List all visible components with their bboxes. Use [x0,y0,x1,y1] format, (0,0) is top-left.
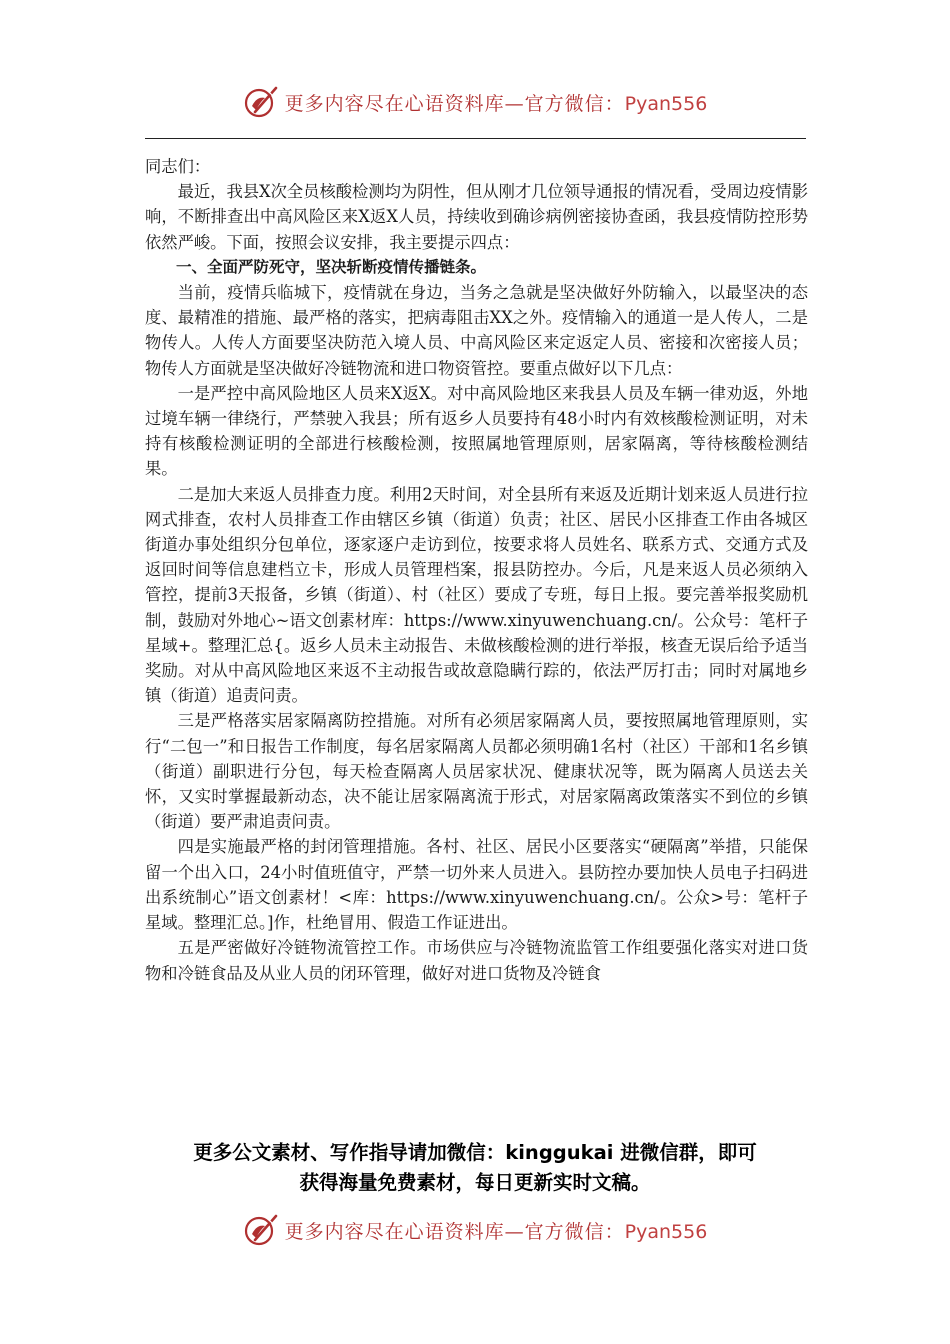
footer-wechat-id: Pyan556 [624,1220,708,1243]
intro-paragraph: 最近，我县X次全员核酸检测均为阴性，但从刚才几位领导通报的情况看，受周边疫情影响，不断排查出中高风险区来X返X人员，持续收到确诊病例密接协查函，我县疫情防控形势依然严峻。下面，按照会议安排，我主要提示四点： [145,182,808,252]
point4-paragraph: 四是实施最严格的封闭管理措施。各村、社区、居民小区要落实“硬隔离”举措，只能保留一个出入口，24小时值班值守，严禁一切外来人员进入。县防控办要加快人员电子扫码进出系统制心”语文创素材！<库：https://www.xinyuwenchuang.cn/。公众>号：笔杆子星域。整理汇总。]作，杜绝冒用、假造工作证进出。 [145,837,808,933]
header-wechat-id: Pyan556 [624,92,708,115]
point2-paragraph: 二是加大来返人员排查力度。利用2天时间，对全县所有来返及近期计划来返人员进行拉网式排查，农村人员排查工作由辖区乡镇（街道）负责；社区、居民小区排查工作由各城区街道办事处组织分包单位，逐家逐户走访到位，按要求将人员姓名、联系方式、交通方式及返回时间等信息建档立卡，形成人员管理档案，报县防控办。今后，凡是来返人员必须纳入管控，提前3天报备，乡镇（街道）、村（社区）要成了专班，每日上报。要完善举报奖励机制，鼓励对外地心~语文创素材库：https://www.xinyuwenchuang.cn/。公众号：笔杆子星域+。整理汇总{。返乡人员未主动报告、未做核酸检测的进行举报，核查无误后给予适当奖励。对从中高风险地区来返不主动报告或故意隐瞒行踪的，依法严厉打击；同时对属地乡镇（街道）追责问责。 [145,484,808,706]
promo-line-2: 获得海量免费素材，每日更新实时文稿。 [299,1171,651,1194]
document-body [145,154,808,986]
section1-heading: 一、全面严防死守，坚决斩断疫情传播链条。 [176,257,487,276]
salutation: 同志们： [145,157,211,176]
section1-paragraph: 当前，疫情兵临城下，疫情就在身边，当务之急就是坚决做好外防输入，以最坚决的态度、最精准的措施、最严格的落实，把病毒阻击XX之外。疫情输入的通道一是人传人，二是物传人。人传人方面要坚决防范入境人员、中高风险区来定返定人员、密接和次密接人员；物传人方面就是坚决做好冷链物流和进口物资管控。要重点做好以下几点： [145,283,808,378]
promo-notice [0,1138,950,1198]
point1-paragraph: 一是严控中高风险地区人员来X返X。对中高风险地区来我县人员及车辆一律劝返，外地过境车辆一律绕行，严禁驶入我县；所有返乡人员要持有48小时内有效核酸检测证明，对未持有核酸检测证明的全部进行核酸检测，按照属地管理原则，居家隔离，等待核酸检测结果。 [145,383,808,479]
header-banner-text: 更多内容尽在心语资料库—官方微信：Pyan556 [284,92,708,115]
pen-logo-icon [243,1212,279,1248]
footer-banner [0,1208,950,1252]
header-divider [145,138,806,139]
footer-banner-text: 更多内容尽在心语资料库—官方微信：Pyan556 [284,1220,708,1243]
header-banner [0,80,950,124]
point3-paragraph: 三是严格落实居家隔离防控措施。对所有必须居家隔离人员，要按照属地管理原则，实行“二包一”和日报告工作制度，每名居家隔离人员都必须明确1名村（社区）干部和1名乡镇（街道）副职进行分包，每天检查隔离人员居家状况、健康状况等，既为隔离人员送去关怀，又实时掌握最新动态，决不能让居家隔离流于形式，对居家隔离政策落实不到位的乡镇（街道）要严肃追责问责。 [145,711,808,832]
pen-logo-icon [243,84,279,120]
point5-paragraph: 五是严密做好冷链物流管控工作。市场供应与冷链物流监管工作组要强化落实对进口货物和冷链食品及从业人员的闭环管理，做好对进口货物及冷链食 [145,938,808,983]
promo-line-1: 更多公文素材、写作指导请加微信：kinggukai 进微信群，即可 [193,1141,757,1164]
